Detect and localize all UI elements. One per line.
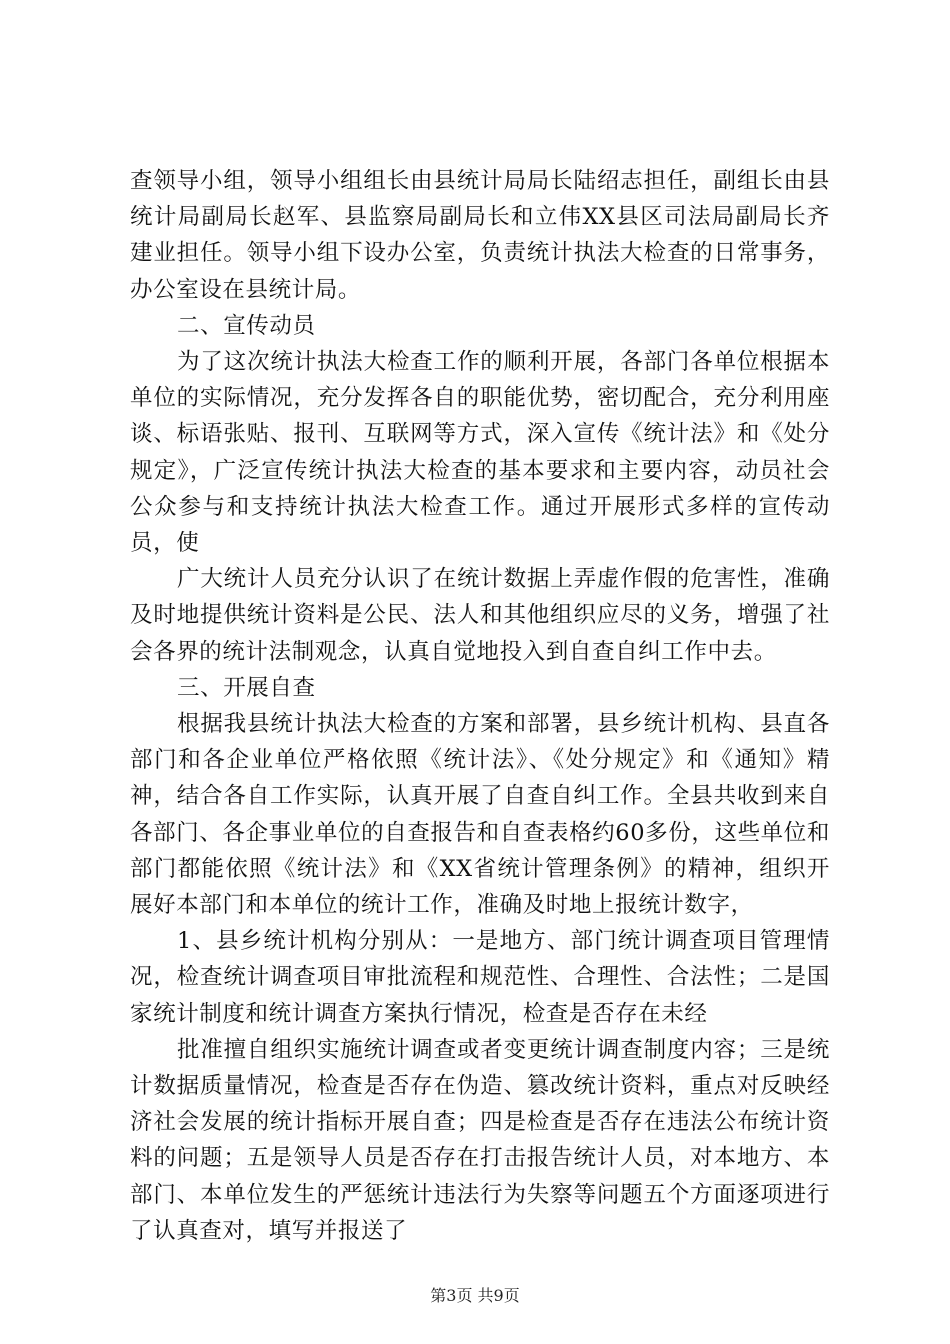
section-heading-self-check: 三、开展自查 [177,674,316,701]
paragraph-publicity-result: 广大统计人员充分认识了在统计数据上弄虚作假的危害性，准确及时地提供统计资料是公民、法人和其他组织应尽的义务，增强了社会各界的统计法制观念，认真自觉地投入到自查自纠工作中去。 [130,566,830,665]
paragraph-leading-group: 查领导小组，领导小组组长由县统计局局长陆绍志担任，副组长由县统计局副局长赵军、县监察局副局长和立伟XX县区司法局副局长齐建业担任。领导小组下设办公室，负责统计执法大检查的日常事务，办公室设在县统计局。 [130,168,830,303]
paragraph-self-check: 根据我县统计执法大检查的方案和部署，县乡统计机构、县直各部门和各企业单位严格依照《统计法》、《处分规定》和《通知》精神，结合各自工作实际，认真开展了自查自纠工作。全县共收到来自各部门、各企事业单位的自查报告和自查表格约60多份，这些单位和部门都能依照《统计法》和《XX省统计管理条例》的精神，组织开展好本部门和本单位的统计工作，准确及时地上报统计数字， [130,711,830,919]
paragraph-item-1-continued: 批准擅自组织实施统计调查或者变更统计调查制度内容；三是统计数据质量情况，检查是否存在伪造、篡改统计资料，重点对反映经济社会发展的统计指标开展自查；四是检查是否存在违法公布统计资料的问题；五是领导人员是否存在打击报告统计人员，对本地方、本部门、本单位发生的严惩统计违法行为失察等问题五个方面逐项进行了认真查对，填写并报送了 [130,1036,830,1244]
paragraph-publicity: 为了这次统计执法大检查工作的顺利开展，各部门各单位根据本单位的实际情况，充分发挥各自的职能优势，密切配合，充分利用座谈、标语张贴、报刊、互联网等方式，深入宣传《统计法》和《处分规定》，广泛宣传统计执法大检查的基本要求和主要内容，动员社会公众参与和支持统计执法大检查工作。通过开展形式多样的宣传动员，使 [130,349,830,557]
section-heading-publicity: 二、宣传动员 [177,312,316,339]
page-number-footer: 第3页 共9页 [430,1286,520,1305]
document-body [130,163,830,1249]
paragraph-item-1: 1、县乡统计机构分别从：一是地方、部门统计调查项目管理情况，检查统计调查项目审批流程和规范性、合理性、合法性；二是国家统计制度和统计调查方案执行情况，检查是否存在未经 [130,928,830,1027]
